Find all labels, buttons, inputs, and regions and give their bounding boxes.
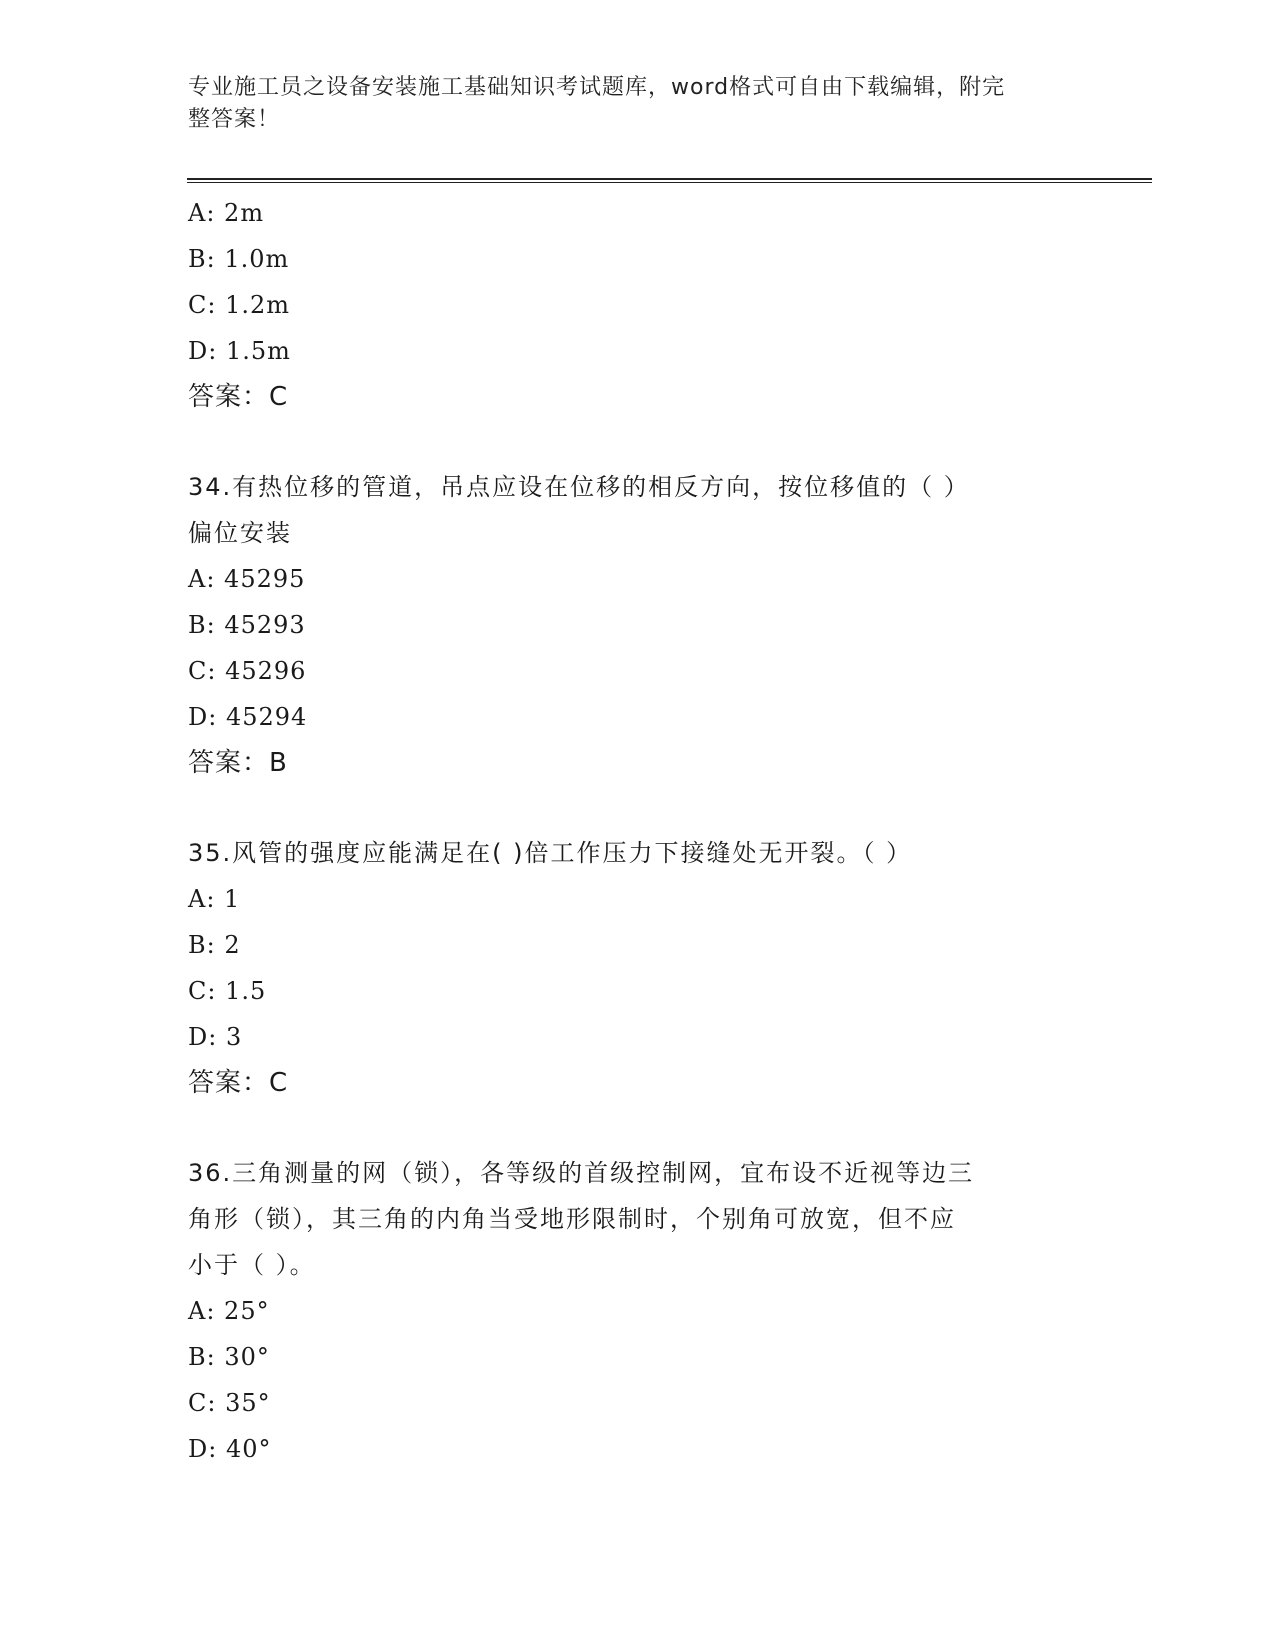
header-title-line-2: 整答案！ [188,107,281,132]
answer-label: 答案：C [188,382,289,412]
document-header [188,72,1068,136]
option-b: B: 1.0m [188,245,290,273]
question-block-34 [188,464,1088,786]
option-b: B: 2 [188,931,241,959]
question-block-35 [188,830,1088,1106]
option-d: D: 45294 [188,703,308,731]
header-divider-thin [187,182,1152,183]
question-text-line-3: 小于（ ）。 [188,1251,316,1279]
option-d: D: 40° [188,1435,272,1463]
option-c: C: 45296 [188,657,307,685]
question-text-line-2: 偏位安装 [188,519,292,547]
option-c: C: 1.5 [188,977,267,1005]
option-c: C: 1.2m [188,291,291,319]
header-title-line-1: 专业施工员之设备安装施工基础知识考试题库，word格式可自由下载编辑，附完 [188,75,1006,100]
question-list [188,190,1088,1472]
header-divider-thick [187,178,1152,180]
question-block-33 [188,190,1088,420]
question-block-36 [188,1150,1088,1472]
option-a: A: 1 [188,885,241,913]
block-spacer [188,1106,1088,1150]
option-a: A: 45295 [188,565,306,593]
question-text-line-1: 36.三角测量的网（锁），各等级的首级控制网，宜布设不近视等边三 [188,1159,975,1187]
block-spacer [188,420,1088,464]
answer-label: 答案：B [188,748,288,778]
option-d: D: 1.5m [188,337,291,365]
question-text-line-1: 34.有热位移的管道，吊点应设在位移的相反方向，按位移值的（ ） [188,473,970,501]
answer-label: 答案：C [188,1068,289,1098]
option-a: A: 2m [188,199,265,227]
option-b: B: 45293 [188,611,306,639]
option-d: D: 3 [188,1023,243,1051]
option-b: B: 30° [188,1343,270,1371]
option-c: C: 35° [188,1389,271,1417]
question-text-line-2: 角形（锁），其三角的内角当受地形限制时，个别角可放宽，但不应 [188,1205,956,1233]
block-spacer [188,786,1088,830]
question-text-line-1: 35.风管的强度应能满足在( )倍工作压力下接缝处无开裂。（ ） [188,839,913,867]
option-a: A: 25° [188,1297,270,1325]
